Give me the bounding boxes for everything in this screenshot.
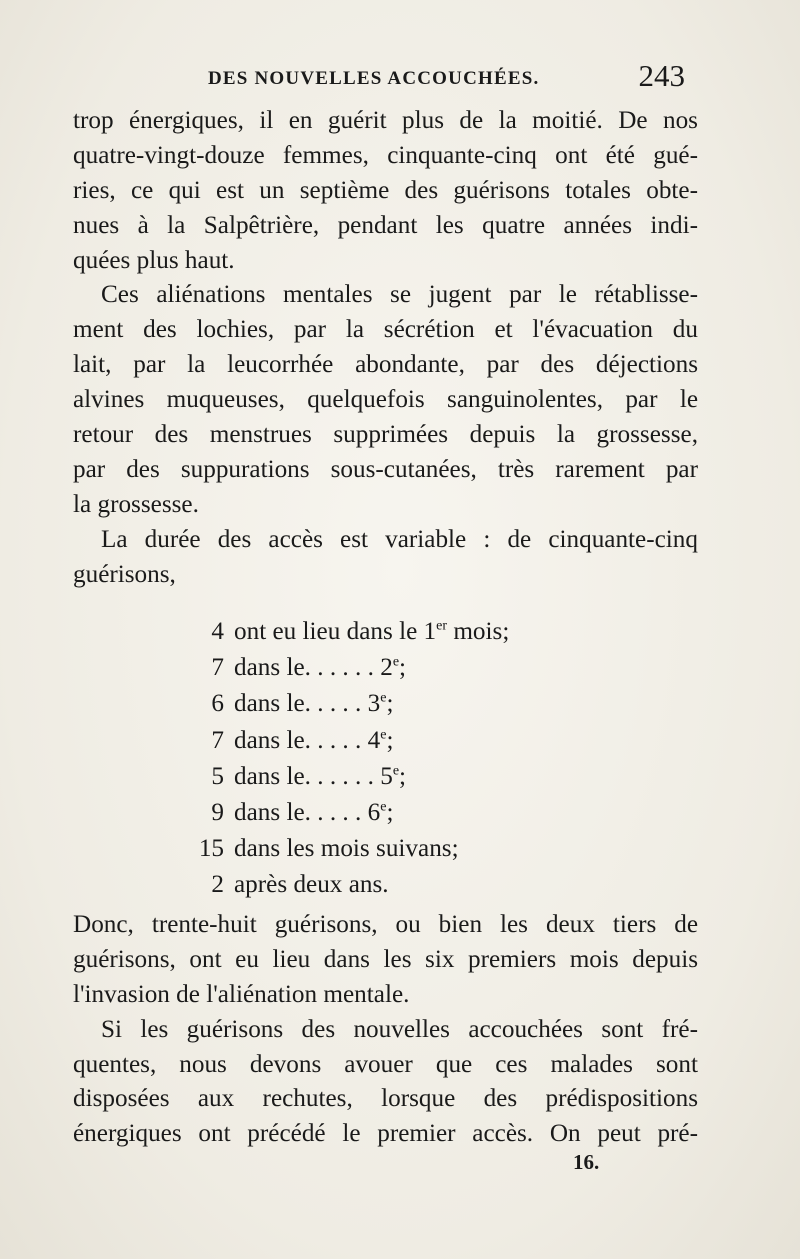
paragraph-1	[73, 104, 698, 278]
list-text: dans le. . . . . . 5e;	[234, 762, 407, 790]
text-line: la grossesse.	[73, 490, 199, 518]
text-line: retour des menstrues supprimées depuis la grossesse,	[73, 421, 698, 449]
recovery-list	[188, 614, 509, 904]
text-line: Donc, trente-huit guérisons, ou bien les deux tiers de	[73, 911, 698, 938]
text-line: La durée des accès est variable : de cinquante-cinq	[101, 525, 698, 553]
list-text: dans le. . . . . 4e;	[234, 726, 394, 754]
text-line: trop énergiques, il en guérit plus de la moitié. De nos	[73, 107, 698, 134]
text-line: quées plus haut.	[73, 246, 235, 274]
list-item	[188, 867, 509, 903]
list-item	[188, 723, 509, 759]
text-line: alvines muqueuses, quelquefois sanguinolentes, par le	[73, 386, 698, 414]
list-count: 2	[211, 871, 224, 899]
text-line: disposées aux rechutes, lorsque des prédispositions	[73, 1085, 698, 1113]
list-text: ont eu lieu dans le 1er mois;	[234, 618, 510, 645]
text-line: l'invasion de l'aliénation mentale.	[73, 980, 410, 1008]
text-line: Ces aliénations mentales se jugent par le rétablisse-	[101, 281, 698, 309]
list-item	[188, 650, 509, 686]
text-line: Si les guérisons des nouvelles accouchées sont fré-	[101, 1015, 698, 1043]
paragraph-3	[73, 523, 698, 593]
list-item	[188, 795, 509, 831]
list-item	[188, 831, 509, 867]
list-count: 15	[198, 835, 224, 863]
page-number: 243	[638, 58, 685, 93]
text-line: quatre-vingt-douze femmes, cinquante-cinq ont été gué-	[73, 141, 698, 169]
list-text: dans le. . . . . 3e;	[234, 690, 394, 718]
list-count: 7	[211, 654, 224, 682]
list-text: dans le. . . . . 6e;	[234, 798, 394, 826]
list-item	[188, 686, 509, 722]
running-head: DES NOUVELLES ACCOUCHÉES.	[208, 68, 540, 89]
text-line: guérisons,	[73, 560, 176, 588]
list-count: 7	[211, 726, 224, 754]
text-line: nues à la Salpêtrière, pendant les quatre années indi-	[73, 211, 698, 239]
paragraph-5	[73, 1013, 698, 1153]
list-text: dans le. . . . . . 2e;	[234, 654, 407, 682]
text-line: ment des lochies, par la sécrétion et l'évacuation du	[73, 316, 698, 344]
list-count: 9	[211, 798, 224, 826]
page-header	[70, 58, 685, 98]
signature-mark: 16.	[573, 1150, 600, 1174]
text-line: guérisons, ont eu lieu dans les six premiers mois depuis	[73, 945, 698, 973]
text-line: lait, par la leucorrhée abondante, par des déjections	[73, 351, 698, 379]
text-line: par des suppurations sous-cutanées, très rarement par	[73, 455, 698, 483]
paragraph-4	[73, 908, 698, 1013]
list-count: 5	[211, 762, 224, 790]
list-text: après deux ans.	[234, 871, 389, 899]
body-text-bottom	[73, 908, 698, 1152]
list-text: dans les mois suivans;	[234, 835, 459, 863]
list-item	[188, 614, 509, 650]
text-line: énergiques ont précédé le premier accès. On peut pré-	[73, 1120, 698, 1148]
paragraph-2	[73, 278, 698, 522]
text-line: quentes, nous devons avouer que ces malades sont	[73, 1050, 698, 1078]
body-text-top	[73, 104, 698, 592]
list-count: 6	[211, 690, 224, 718]
text-line: ries, ce qui est un septième des guérisons totales obte-	[73, 176, 698, 204]
list-count: 4	[211, 618, 224, 645]
list-item	[188, 759, 509, 795]
